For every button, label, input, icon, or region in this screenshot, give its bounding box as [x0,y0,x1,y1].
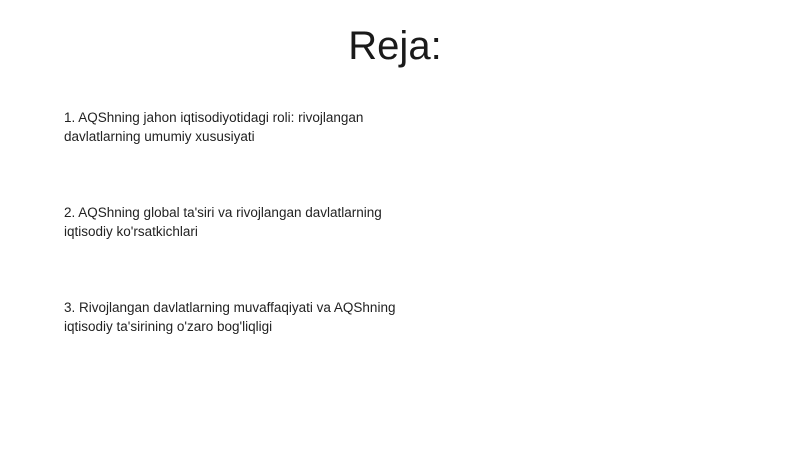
plan-item-2: 2. AQShning global ta'siri va rivojlangan davlatlarning iqtisodiy ko'rsatkichlari [64,205,382,239]
plan-item-1: 1. AQShning jahon iqtisodiyotidagi roli: rivojlangan davlatlarning umumiy xususiyati [64,110,364,144]
plan-item-3: 3. Rivojlangan davlatlarning muvaffaqiyati va AQShning iqtisodiy ta'sirining o'zaro bog'liqligi [64,300,396,334]
slide-title: Reja: [348,24,442,68]
